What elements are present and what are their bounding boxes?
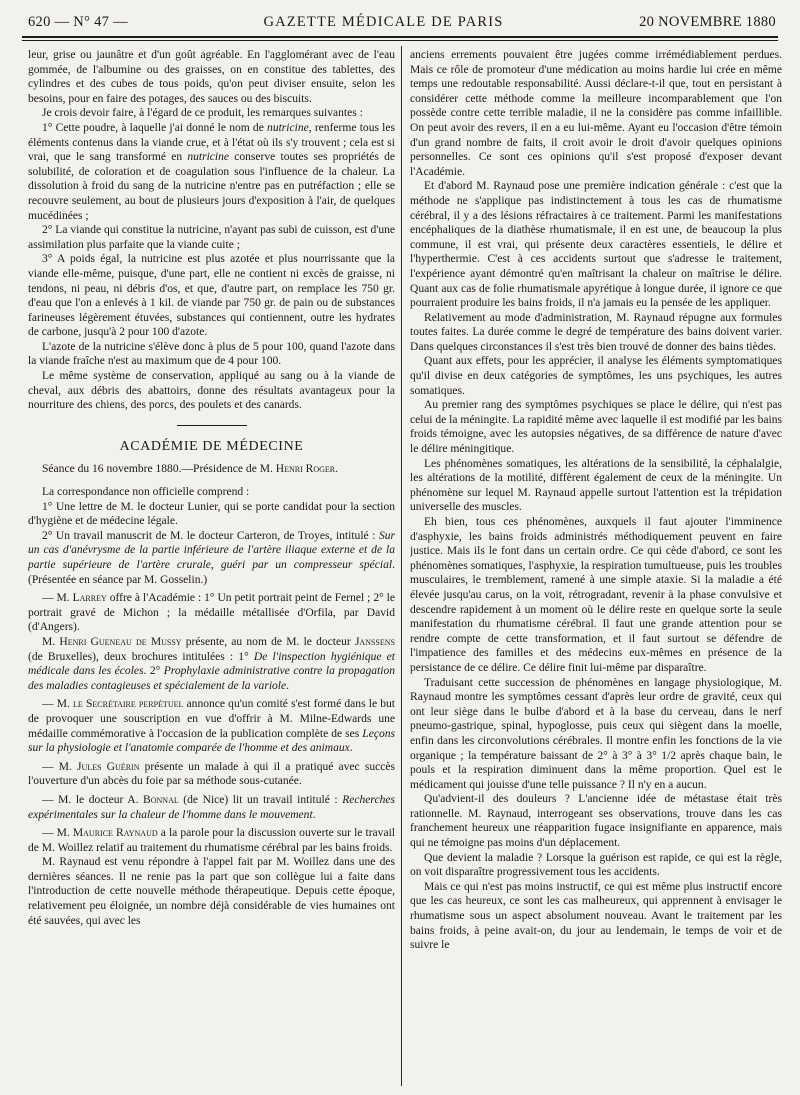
header-rule <box>22 36 778 41</box>
session-line: Séance du 16 novembre 1880.—Présidence de M. Henri Roger. <box>42 463 339 476</box>
paragraph: Que devient la maladie ? Lorsque la guérison est rapide, ce qui est la règle, on voit disparaître progressivement tous les accidents. <box>410 851 782 879</box>
paragraph: L'azote de la nutricine s'élève donc à plus de 5 pour 100, quand l'azote dans la viande fraîche n'est au maximum que de 4 pour 100. <box>28 340 395 368</box>
paragraph: Relativement au mode d'administration, M. Raynaud répugne aux formules toutes faites. La durée comme le degré de température des bains doivent varier. Dans quelques circonstances il s'est très bien trouvé de donner des bains tièdes. <box>410 311 782 353</box>
paragraph: Mais ce qui n'est pas moins instructif, ce qui est même plus instructif encore que les cas heureux, ce sont les cas malheureux, qui apprennent à envisager le rhumatisme sous un aspect absolument nouveau. Avant le traitement par les bains froids, à peine avait-on, du jour au lendemain, le temps de voir et de suivre le <box>410 880 782 952</box>
page-header <box>28 14 776 38</box>
paragraph: M. Raynaud est venu répondre à l'appel fait par M. Woillez dans une des dernières séances. Il ne renie pas la part que son collègue lui a faite dans l'introduction de cette nouvelle méthode thérapeutique. Depuis cette époque, relativement peu éloignée, un nombre déjà considérable de vies humaines ont été sauvées, qui avec les <box>28 856 395 927</box>
paragraph: — M. le docteur A. Bonnal (de Nice) lit un travail intitulé : Recherches expérimentales sur la chaleur de l'homme dans le mouvement. <box>28 793 395 821</box>
paragraph: Qu'advient-il des douleurs ? L'ancienne idée de métastase était très rationnelle. M. Raynaud, interrogeant ses observations, trouve dans les cas franchement heureux une réapparition fugace insignifiante en apparence, mais qui ne témoigne pas moins d'un déplacement. <box>410 793 782 850</box>
paragraph: 1° Cette poudre, à laquelle j'ai donné le nom de nutricine, renferme tous les éléments contenus dans la viande crue, et à l'état où ils s'y trouvent ; cela est si vrai, que le sang transformé en nutricine conserve toutes ses propriétés de solubilité, de coloration et de coagulation sous l'influence de la chaleur. La dissolution à froid du sang de la nutricine n'entre pas en putréfaction ; elle se recouvre seulement, au bout de plusieurs jours d'exposition à l'air, de quelques mucédinées ; <box>28 121 395 222</box>
paragraph: M. Henri Gueneau de Mussy présente, au nom de M. le docteur Janssens (de Bruxelles), deux brochures intitulées : 1° De l'inspection hygiénique et médicale dans les écoles. 2° Prophylaxie administrative contre la propagation des maladies contagieuses et spécialement de la variole. <box>28 635 395 692</box>
right-column <box>410 48 782 1088</box>
paragraph: 2° La viande qui constitue la nutricine, n'ayant pas subi de cuisson, est d'une assimilation plus parfaite que la viande cuite ; <box>28 224 395 251</box>
page-number: 620 — N° 47 — <box>28 14 128 30</box>
paragraph: 1° Une lettre de M. le docteur Lunier, qui se porte candidat pour la section d'hygiène et de médecine légale. <box>28 500 395 528</box>
paragraph: Les phénomènes somatiques, les altérations de la sensibilité, la céphalalgie, les altérations de la motilité, diffèrent également de ceux de la méningite. Un phénomène sur lequel M. Raynaud appelle surtout l'attention est la trépidation universelle des muscles. <box>410 457 782 514</box>
paragraph: Je crois devoir faire, à l'égard de ce produit, les remarques suivantes : <box>42 107 363 120</box>
paragraph: Quant aux effets, pour les apprécier, il analyse les éléments symptomatiques qu'il divise en deux catégories de symptômes, les uns psychiques, les autres somatiques. <box>410 355 782 397</box>
paragraph: Le même système de conservation, appliqué au sang ou à la viande de cheval, aux débris des abattoirs, donne des résultats avantageux pour la nourriture des chiens, des porcs, des poulets et des canards. <box>28 370 395 412</box>
issue-date: 20 NOVEMBRE 1880 <box>639 14 776 30</box>
paragraph: — M. le Secrétaire perpétuel annonce qu'un comité s'est formé dans le but de provoquer une souscription en vue d'offrir à M. Milne-Edwards une médaille commémorative à l'occasion de la publication complète de ses Leçons sur la physiologie et l'anatomie comparée de l'homme et des animaux. <box>28 698 395 755</box>
paragraph: Et d'abord M. Raynaud pose une première indication générale : c'est que la méthode ne s'applique pas indistinctement à tous les cas de rhumatisme cérébral, il y a des lésions réfractaires à ce traitement. Parmi les manifestations encéphaliques de la diathèse rhumatismale, il en est une, de beaucoup la plus commune, il est vrai, qui présente deux caractères essentiels, le délire et l'hyperthermie. C'est à ces accidents surtout que s'adresse le traitement, l'expérience ayant démontré qu'en maîtrisant la chaleur on maîtrise le délire. Quant aux cas de folie rhumatismale apyrétique à longue durée, il ignore ce que pourraient produire les bains froids, il n'a jamais eu la pensée de les appliquer. <box>410 180 782 310</box>
paragraph: Traduisant cette succession de phénomènes en langage physiologique, M. Raynaud montre les symptômes cessant d'après leur ordre de gravité, ceux qui ont leur siège dans le bulbe d'abord et à la base du cerveau, dans le nerf pneumo-gastrique, spinal, hypoglosse, puis ceux qui siègent dans la moelle, enfin dans les circonvolutions cérébrales. Il montre enfin les fonctions de la vie organique ; la température baissant de 2° à 3° à 3° 1/2 après chaque bain, le pouls et la respiration diminuent dans la même proportion. Quel est le médicament qui jouisse d'une telle puissance ? Il n'y en a aucun. <box>410 676 782 791</box>
left-column <box>28 48 395 1088</box>
paragraph: — M. Larrey offre à l'Académie : 1° Un petit portrait peint de Fernel ; 2° le portrait gravé de Michon ; la médaille métallisée d'Orfila, par David (d'Angers). <box>28 592 395 634</box>
journal-title: GAZETTE MÉDICALE DE PARIS <box>263 14 504 30</box>
section-title: ACADÉMIE DE MÉDECINE <box>119 438 304 454</box>
paragraph: — M. Jules Guérin présente un malade à qui il a pratiqué avec succès l'ouverture d'un abcès du foie par sa méthode sous-cutanée. <box>28 760 395 788</box>
paragraph: Eh bien, tous ces phénomènes, auxquels il faut ajouter l'imminence d'asphyxie, les bains froids administrés méthodiquement peuvent en faire justice. Mais ils le font dans un certain ordre. Ce qui cède d'abord, ce sont les phénomènes somatiques, l'asphyxie, la respiration tumultueuse, puis les troubles musculaires, le tremblement, ramené à une simple ataxie. Si la maladie a été élevée jusqu'au carus, on la voit, rétrogradant, revenir à la phase convulsive et descendre rapidement à un moment où le délire reste en quelque sorte la seule manifestation du rhumatisme cérébral. Il faut une grande attention pour se rendre compte de cette transformation, et il faut surtout se défendre de l'impatience des familles et des médecins eux-mêmes en présence de la persistance de ce délire. Ce délire finit lui-même par disparaître. <box>410 516 782 674</box>
section-divider <box>177 425 247 426</box>
paragraph: 3° A poids égal, la nutricine est plus azotée et plus nourrissante que la viande elle-même, puisque, d'une part, elle ne contient ni excès de graisse, ni tendons, ni peau, ni débris d'os, et que, d'autre part, on remplace les 750 gr. d'eau que l'on a enlevés à 1 kil. de viande par 750 gr. de pain ou de substances farineuses légèrement étuvées, substances qui contiennent, outre les hydrates de carbone, jusqu'à 2 pour 100 d'azote. <box>28 253 395 339</box>
column-separator <box>401 46 402 1086</box>
paragraph: anciens errements pouvaient être jugées comme irrémédiablement perdues. Mais ce rôle de promoteur d'une médication au moins hardie lui crée en même temps une redoutable responsabilité. Aussi déclare-t-il que, tout en persistant à considérer cette méthode comme la meilleure incomparablement que l'on possède contre cette terrible maladie, il ne la considère pas comme infaillible. On peut avoir des revers, il en a eu lui-même. Ayant eu l'occasion d'être témoin d'un grand nombre de faits, il croit avoir le droit d'avoir quelques opinions personnelles. Ce sont ces opinions qu'il s'est proposé d'exposer devant l'Académie. <box>410 49 782 178</box>
paragraph: La correspondance non officielle comprend : <box>42 486 250 499</box>
paragraph: Au premier rang des symptômes psychiques se place le délire, qui n'est pas celui de la méningite. La rapidité même avec laquelle il est modifié par les bains froids témoigne, avec les autopsies négatives, de sa différence de nature d'avec le délire méningitique. <box>410 399 782 456</box>
paragraph: — M. Maurice Raynaud a la parole pour la discussion ouverte sur le travail de M. Woillez relatif au traitement du rhumatisme cérébral par les bains froids. <box>28 827 395 854</box>
paragraph: leur, grise ou jaunâtre et d'un goût agréable. En l'agglomérant avec de l'eau gommée, de l'albumine ou des graisses, on en constitue des tablettes, des cylindres et des cubes de tous poids, qu'on peut diviser ensuite, selon les besoins, pour en faire des potages, des sauces ou des biscuits. <box>28 49 395 105</box>
paragraph: 2° Un travail manuscrit de M. le docteur Carteron, de Troyes, intitulé : Sur un cas d'anévrysme de la partie inférieure de l'artère iliaque externe et de la partie supérieure de l'artère crurale, guéri par un compresseur spécial. (Présentée en séance par M. Gosselin.) <box>28 529 395 586</box>
